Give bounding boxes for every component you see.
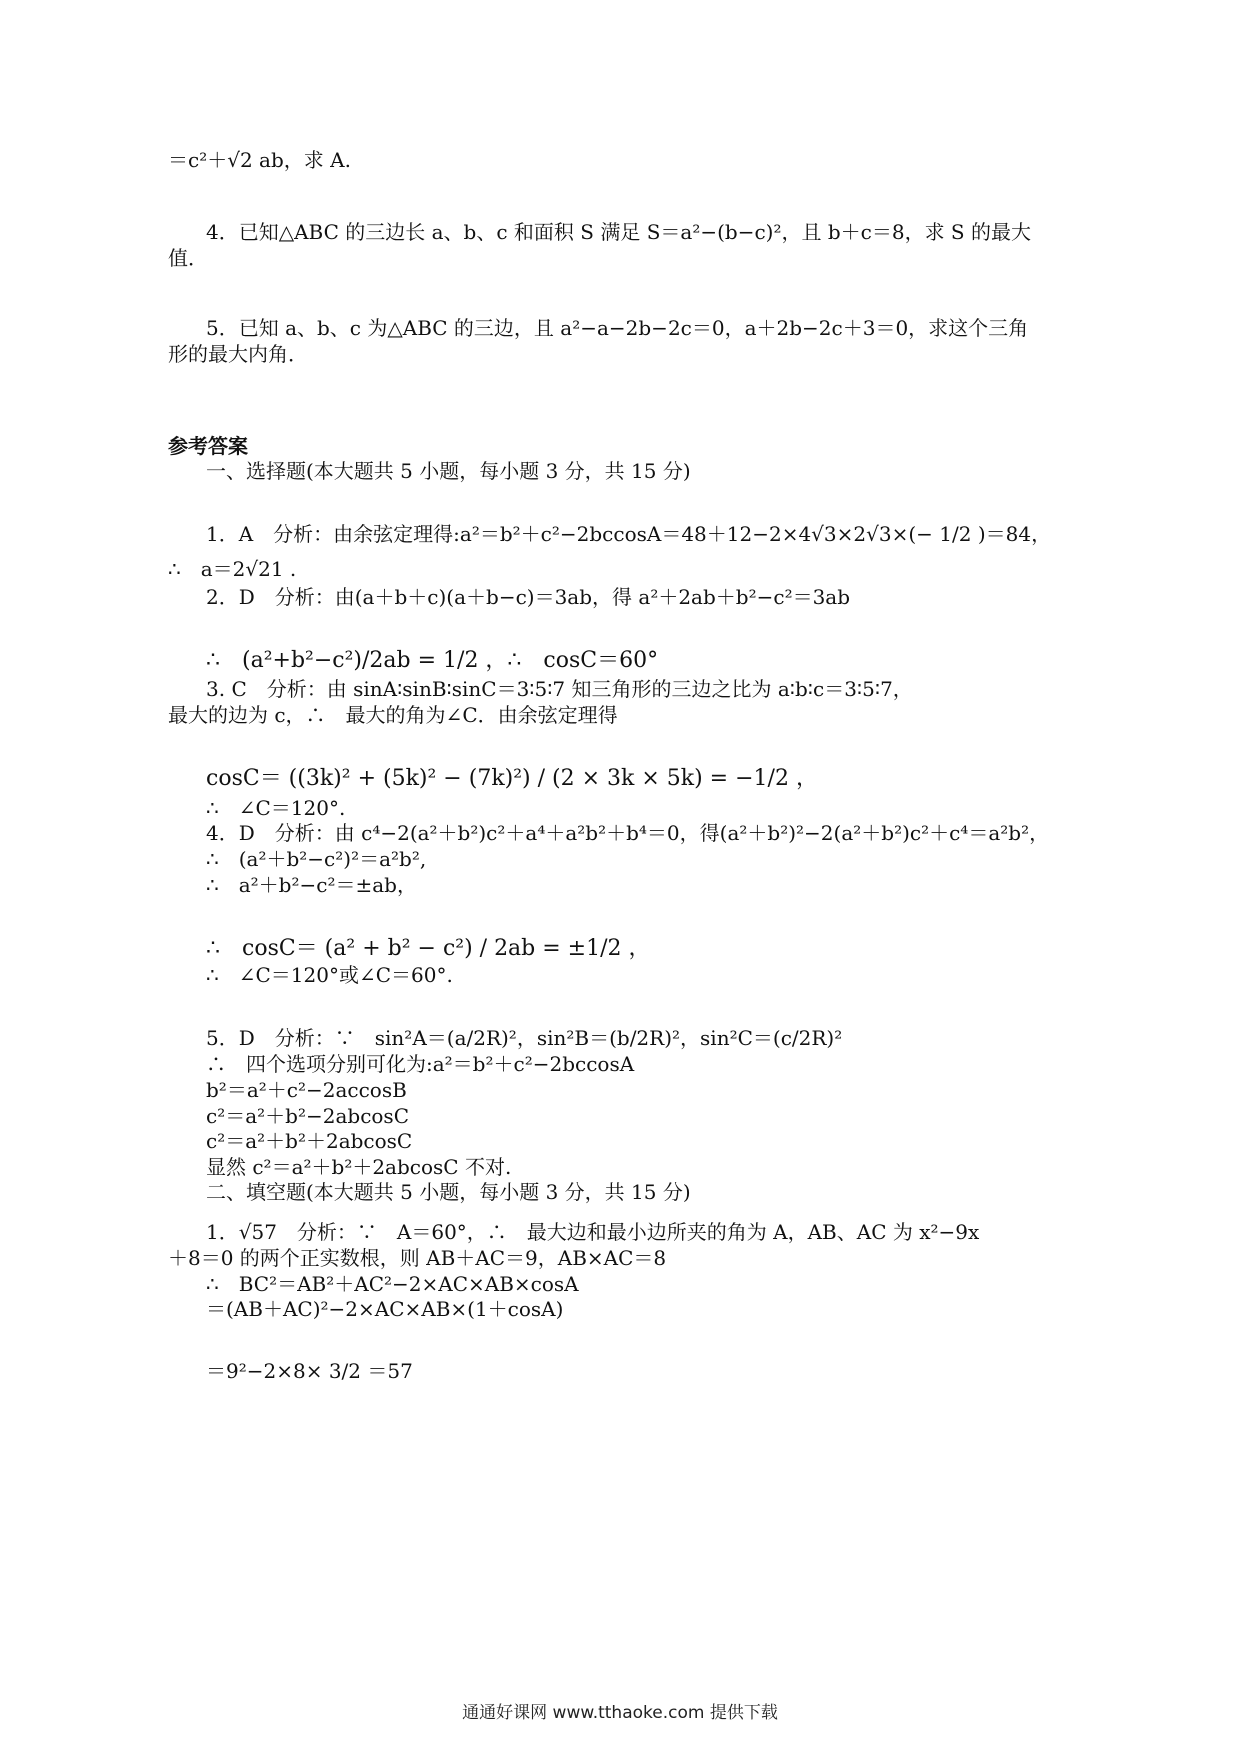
answer-3-line-1: 3. C 分析：由 sinA∶sinB∶sinC＝3∶5∶7 知三角形的三边之比为 a∶b∶c＝3∶5∶7，	[206, 677, 913, 701]
answer-4-line-2: ∴ (a²＋b²−c²)²＝a²b²,	[206, 847, 427, 871]
answer-5-line-5: c²＝a²＋b²＋2abcosC	[206, 1129, 413, 1153]
problem-4-line-2: 值．	[168, 246, 208, 270]
answer-3-line-2: 最大的边为 c，∴ 最大的角为∠C．由余弦定理得	[168, 703, 618, 727]
problem-5-line-2: 形的最大内角．	[168, 342, 308, 366]
answer-4-formula: ∴ cosC＝ (a² + b² − c²) / 2ab = ±1/2 ，	[206, 936, 651, 961]
page-footer: 通通好课网 www.tthaoke.com 提供下载	[462, 1703, 778, 1723]
answer-4-line-3: ∴ a²＋b²−c²＝±ab，	[206, 873, 417, 897]
answer-2-line-2: ∴ (a²+b²−c²)/2ab = 1/2 ，∴ cosC＝60°	[206, 648, 659, 673]
answer-4-line-1: 4．D 分析：由 c⁴−2(a²＋b²)c²＋a⁴＋a²b²＋b⁴＝0，得(a²＋b²)²−2(a²＋b²)c²＋c⁴＝a²b²，	[206, 821, 1050, 845]
fill-1-line-3: ∴ BC²＝AB²＋AC²−2×AC×AB×cosA	[206, 1272, 579, 1296]
answer-5-line-4: c²＝a²＋b²−2abcosC	[206, 1104, 409, 1128]
section-1-heading: 一、选择题(本大题共 5 小题，每小题 3 分，共 15 分)	[206, 459, 691, 483]
fill-1-line-1: 1．√57 分析：∵ A＝60°，∴ 最大边和最小边所夹的角为 A，AB、AC 为 x²−9x	[206, 1220, 980, 1244]
problem-3-continuation: ＝c²＋√2 ab，求 A.	[168, 148, 351, 172]
answer-5-line-6: 显然 c²＝a²＋b²＋2abcosC 不对.	[206, 1155, 512, 1179]
answer-3-formula: cosC＝ ((3k)² + (5k)² − (7k)²) / (2 × 3k × 5k) = −1/2 ，	[206, 766, 818, 791]
answer-1-line-2: ∴ a＝2√21 .	[168, 557, 297, 581]
fill-1-line-5: ＝9²−2×8× 3/2 ＝57	[206, 1359, 413, 1383]
problem-5-line-1: 5．已知 a、b、c 为△ABC 的三边，且 a²−a−2b−2c＝0，a＋2b−2c＋3＝0，求这个三角	[206, 316, 1029, 340]
answer-5-line-1: 5．D 分析：∵ sin²A＝(a/2R)²，sin²B＝(b/2R)²，sin²C＝(c/2R)²	[206, 1026, 843, 1050]
answer-5-line-3: b²＝a²＋c²−2accosB	[206, 1078, 407, 1102]
problem-4-line-1: 4．已知△ABC 的三边长 a、b、c 和面积 S 满足 S＝a²−(b−c)²，且 b＋c＝8，求 S 的最大	[206, 220, 1031, 244]
answer-5-line-2: ∴ 四个选项分别可化为:a²＝b²＋c²−2bccosA	[206, 1052, 635, 1076]
answer-2-line-1: 2．D 分析：由(a＋b＋c)(a＋b−c)＝3ab，得 a²＋2ab＋b²−c²＝3ab	[206, 585, 851, 609]
fill-1-line-2: ＋8＝0 的两个正实数根，则 AB＋AC＝9，AB×AC＝8	[168, 1246, 667, 1270]
answers-title: 参考答案	[168, 434, 248, 458]
answer-3-line-3: ∴ ∠C＝120°.	[206, 796, 346, 820]
fill-1-line-4: ＝(AB＋AC)²−2×AC×AB×(1＋cosA)	[206, 1297, 564, 1321]
section-2-heading: 二、填空题(本大题共 5 小题，每小题 3 分，共 15 分)	[206, 1180, 691, 1204]
answer-1-line-1: 1．A 分析：由余弦定理得:a²＝b²＋c²−2bccosA＝48＋12−2×4√3×2√3×(− 1/2 )＝84，	[206, 522, 1052, 546]
answer-4-line-4: ∴ ∠C＝120°或∠C＝60°.	[206, 963, 453, 987]
